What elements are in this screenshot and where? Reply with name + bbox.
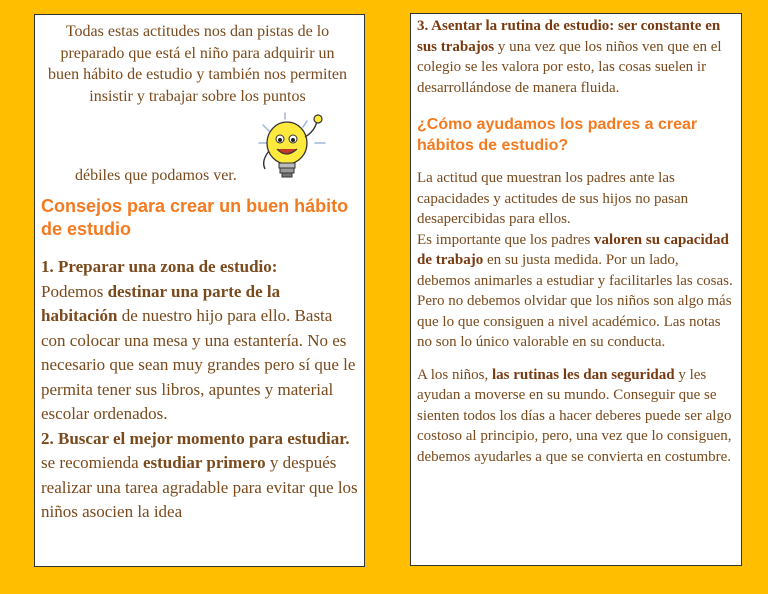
- paragraph-2-b: en su justa medida. Por un lado, debemos animarles a estudiar y facilitarles las cosas. Pero no debemos olvidar que los niños son algo más que lo que consiguen a nivel académico. Las notas no son lo único valorable en su conducta.: [417, 252, 733, 350]
- paragraph-2-a: Es importante que los padres: [417, 231, 595, 248]
- section-heading: ¿Cómo ayudamos los padres a crear hábitos de estudio?: [417, 116, 698, 154]
- paragraph-2-bold: valoren su capacidad de trabajo: [417, 231, 729, 268]
- step-1-text-a: Podemos: [41, 281, 108, 301]
- step-1-title: 1. Preparar una zona de estudio:: [41, 257, 278, 276]
- intro-tail: débiles que podamos ver.: [75, 167, 237, 184]
- step-2-text-a: se recomienda: [41, 453, 143, 472]
- step-1-text-b: de nuestro hijo para ello. Basta con colocar una mesa y una estantería. No es necesario que sean muy grandes pero sí que le permita tener sus libros, apuntes y material escolar ordenados.: [41, 306, 356, 423]
- step-2-text-b: y después realizar una tarea agradable para evitar que los niños asocien la idea: [41, 453, 358, 521]
- intro-text: Todas estas actitudes nos dan pistas de lo preparado que está el niño para adquirir un buen hábito de estudio y también nos permiten insistir y trabajar sobre los puntos: [47, 23, 348, 105]
- paragraph-3: [417, 365, 735, 468]
- right-page: [410, 13, 742, 566]
- step-2-title: 2. Buscar el mejor momento para estudiar.: [41, 428, 350, 448]
- step-1-bold: destinar una parte de la habitación: [41, 281, 281, 325]
- section-heading: Consejos para crear un buen hábito de estudio: [41, 196, 349, 239]
- lightbulb-icon: [255, 111, 335, 187]
- paragraph-3-a: A los niños,: [417, 366, 493, 383]
- paragraph-1: La actitud que muestran los padres ante las capacidades y actitudes de sus hijos no pasan desapercibidas para ellos.: [417, 170, 689, 227]
- illustration-row: [35, 107, 364, 187]
- step-2-bold: estudiar primero: [142, 453, 266, 472]
- paragraph-3-bold: las rutinas les dan seguridad: [492, 366, 675, 383]
- left-page: [34, 14, 365, 567]
- step-3-paragraph: [417, 16, 735, 98]
- advice-list: [41, 255, 358, 525]
- paragraph-2: [417, 230, 735, 353]
- paragraph-3-b: y les ayudan a moverse en su mundo. Conseguir que se sienten todos los días a hacer deberes puede ser algo costoso al principio, pero, una vez que lo consiguen, debemos ayudarles a que se convierta en costumbre.: [417, 366, 732, 465]
- step-3-bold: 3. Asentar la rutina de estudio: ser constante en sus trabajos: [417, 18, 721, 55]
- step-3-text: y una vez que los niños ven que en el colegio se les valora por esto, las cosas suelen ir desarrollándose de manera fluida.: [417, 38, 722, 96]
